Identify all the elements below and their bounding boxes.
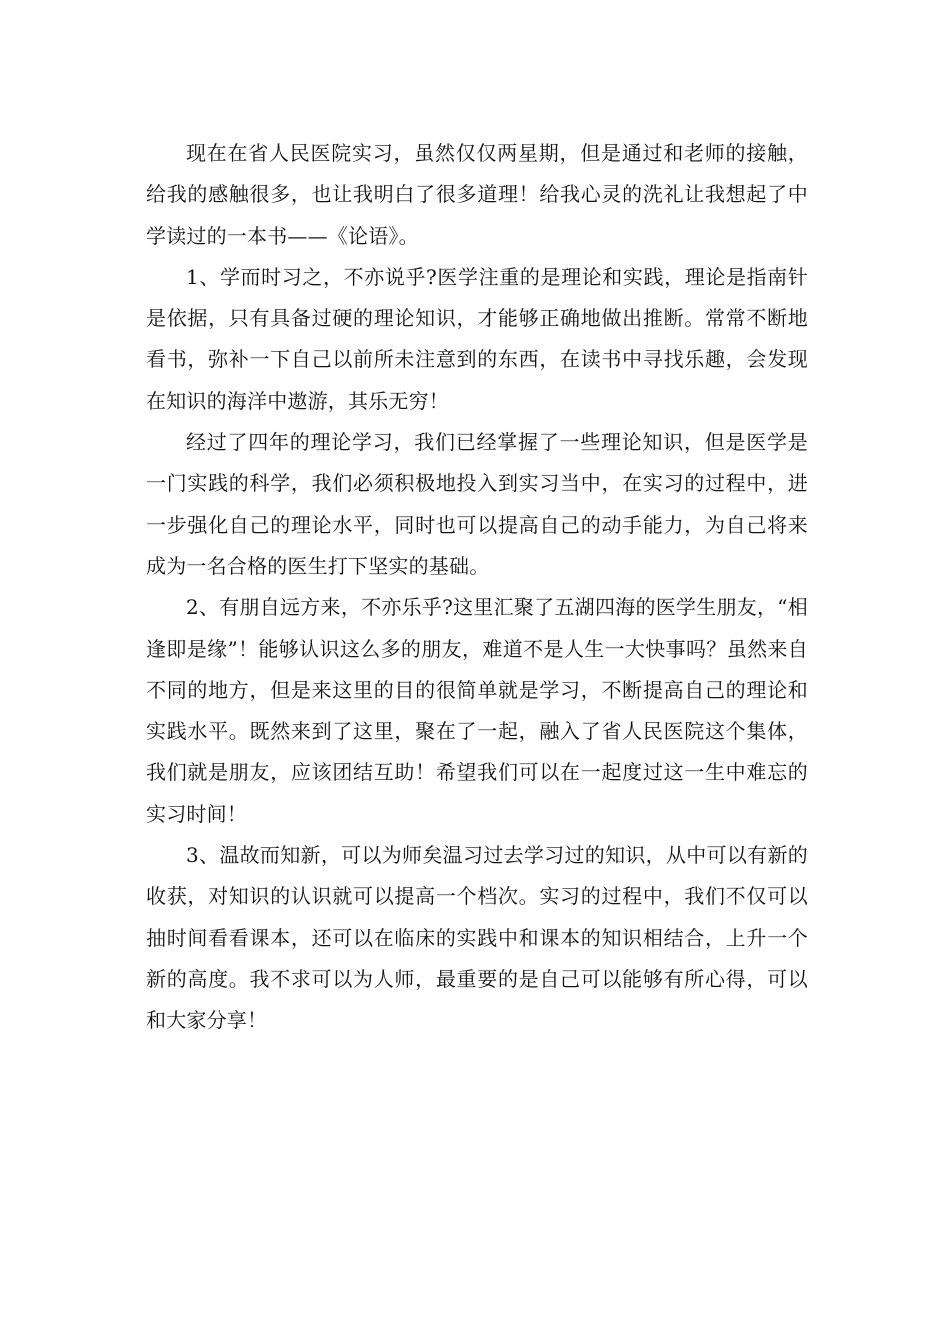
paragraph-point-2: 2、有朋自远方来，不亦乐乎?这里汇聚了五湖四海的医学生朋友，“相逢即是缘”！能够认识这么多的朋友，难道不是人生一大快事吗？虽然来自不同的地方，但是来这里的目的很简单就是学习，不断提高自己的理论和实践水平。既然来到了这里，聚在了一起，融入了省人民医院这个集体，我们就是朋友，应该团结互助！希望我们可以在一起度过这一生中难忘的实习时间！ <box>146 595 808 826</box>
document-body <box>146 133 808 1042</box>
paragraph-point-1: 1、学而时习之，不亦说乎?医学注重的是理论和实践，理论是指南针是依据，只有具备过硬的理论知识，才能够正确地做出推断。常常不断地看书，弥补一下自己以前所未注意到的东西，在读书中寻找乐趣，会发现在知识的海洋中遨游，其乐无穷！ <box>146 264 808 413</box>
paragraph-study-practice: 经过了四年的理论学习，我们已经掌握了一些理论知识，但是医学是一门实践的科学，我们必须积极地投入到实习当中，在实习的过程中，进一步强化自己的理论水平，同时也可以提高自己的动手能力，为自己将来成为一名合格的医生打下坚实的基础。 <box>146 430 808 578</box>
paragraph-point-3: 3、温故而知新，可以为师矣温习过去学习过的知识，从中可以有新的收获，对知识的认识就可以提高一个档次。实习的过程中，我们不仅可以抽时间看看课本，还可以在临床的实践中和课本的知识相结合，上升一个新的高度。我不求可以为人师，最重要的是自己可以能够有所心得，可以和大家分享！ <box>146 843 808 1033</box>
paragraph-intro: 现在在省人民医院实习，虽然仅仅两星期，但是通过和老师的接触，给我的感触很多，也让我明白了很多道理！给我心灵的洗礼让我想起了中学读过的一本书——《论语》。 <box>146 141 808 248</box>
